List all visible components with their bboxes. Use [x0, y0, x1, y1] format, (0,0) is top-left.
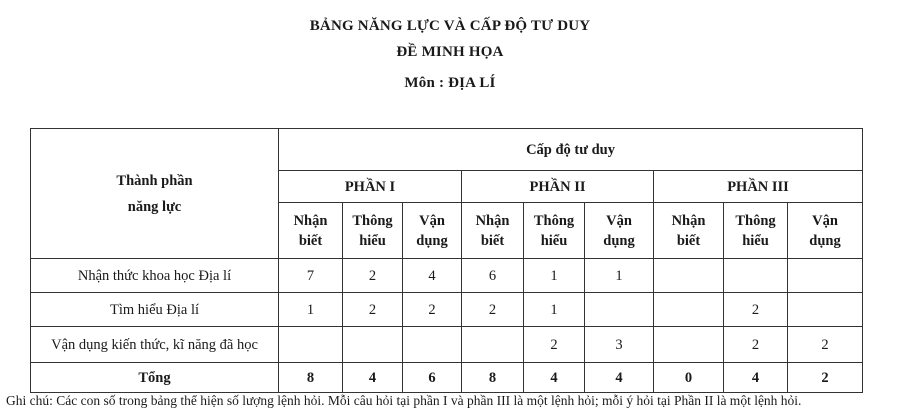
- row-label: Tìm hiểu Địa lí: [31, 293, 279, 327]
- table-cell: 2: [403, 293, 462, 327]
- level-header: [343, 203, 403, 259]
- table-cell: 7: [279, 259, 343, 293]
- total-cell: 4: [585, 363, 654, 393]
- competency-table: [30, 128, 863, 393]
- total-cell: 8: [279, 363, 343, 393]
- table-cell: 2: [788, 327, 863, 363]
- table-cell: 1: [524, 259, 585, 293]
- level-header-line2: dụng: [416, 232, 448, 249]
- table-row: [31, 327, 863, 363]
- competency-header-line2: năng lực: [127, 198, 182, 215]
- document-subtitle: ĐỀ MINH HỌA: [396, 44, 504, 60]
- table-cell: 1: [585, 259, 654, 293]
- table-cell: [462, 327, 524, 363]
- competency-header: [31, 129, 279, 259]
- level-header-line2: hiểu: [359, 232, 386, 249]
- part-header: PHẦN II: [462, 171, 654, 203]
- competency-header-line1: Thành phần: [116, 172, 193, 189]
- part-header: PHẦN III: [654, 171, 863, 203]
- level-header-line2: hiểu: [540, 232, 568, 249]
- level-header-line2: dụng: [603, 232, 635, 249]
- level-header: [585, 203, 654, 259]
- table-cell: [654, 259, 724, 293]
- table-cell: [585, 293, 654, 327]
- level-header-line1: Vận: [606, 212, 632, 229]
- part-header: PHẦN I: [279, 171, 462, 203]
- level-header-line1: Thông: [735, 212, 776, 229]
- table-row: [31, 259, 863, 293]
- table-cell: 2: [343, 259, 403, 293]
- table-cell: 2: [724, 327, 788, 363]
- row-label: Nhận thức khoa học Địa lí: [31, 259, 279, 293]
- level-header-line2: biết: [676, 232, 701, 249]
- table-row: [31, 293, 863, 327]
- total-cell: 2: [788, 363, 863, 393]
- table-cell: 1: [524, 293, 585, 327]
- table-cell: 4: [403, 259, 462, 293]
- level-header-line2: hiểu: [742, 232, 769, 249]
- level-header-line1: Vận: [419, 212, 445, 229]
- total-cell: 4: [724, 363, 788, 393]
- table-cell: 1: [279, 293, 343, 327]
- document-title: BẢNG NĂNG LỰC VÀ CẤP ĐỘ TƯ DUY: [309, 18, 591, 34]
- table-cell: 2: [462, 293, 524, 327]
- table-cell: [788, 259, 863, 293]
- table-cell: [724, 259, 788, 293]
- total-cell: 4: [524, 363, 585, 393]
- total-cell: 6: [403, 363, 462, 393]
- total-cell: 0: [654, 363, 724, 393]
- table-cell: 2: [343, 293, 403, 327]
- level-header-line2: biết: [298, 232, 323, 249]
- level-header: [524, 203, 585, 259]
- level-header-line1: Nhận: [475, 212, 510, 229]
- table-cell: [788, 293, 863, 327]
- total-cell: 8: [462, 363, 524, 393]
- table-cell: 2: [724, 293, 788, 327]
- table-cell: 3: [585, 327, 654, 363]
- table-cell: [403, 327, 462, 363]
- footnote: Ghi chú: Các con số trong bảng thể hiện số lượng lệnh hỏi. Mỗi câu hỏi tại phần I và phần III là một lệnh hỏi; mỗi ý hỏi tại Phần II là một lệnh hỏi.: [6, 393, 802, 408]
- level-header: [403, 203, 462, 259]
- total-row: [31, 363, 863, 393]
- level-header-line1: Nhận: [671, 212, 706, 229]
- total-label: Tổng: [31, 363, 279, 393]
- level-header: [279, 203, 343, 259]
- level-header-line1: Vận: [812, 212, 838, 229]
- table-cell: [654, 293, 724, 327]
- thinking-level-header: Cấp độ tư duy: [279, 129, 863, 171]
- level-header-line2: dụng: [809, 232, 841, 249]
- total-cell: 4: [343, 363, 403, 393]
- level-header: [654, 203, 724, 259]
- level-header-line2: biết: [480, 232, 505, 249]
- table-cell: 6: [462, 259, 524, 293]
- level-header: [462, 203, 524, 259]
- table-cell: [654, 327, 724, 363]
- level-header: [724, 203, 788, 259]
- level-header-line1: Nhận: [293, 212, 328, 229]
- level-header-line1: Thông: [533, 212, 575, 229]
- table-cell: [343, 327, 403, 363]
- level-header-line1: Thông: [352, 212, 393, 229]
- level-header: [788, 203, 863, 259]
- table-cell: [279, 327, 343, 363]
- subject-line: Môn : ĐỊA LÍ: [404, 75, 496, 91]
- row-label: Vận dụng kiến thức, kĩ năng đã học: [31, 327, 279, 363]
- table-cell: 2: [524, 327, 585, 363]
